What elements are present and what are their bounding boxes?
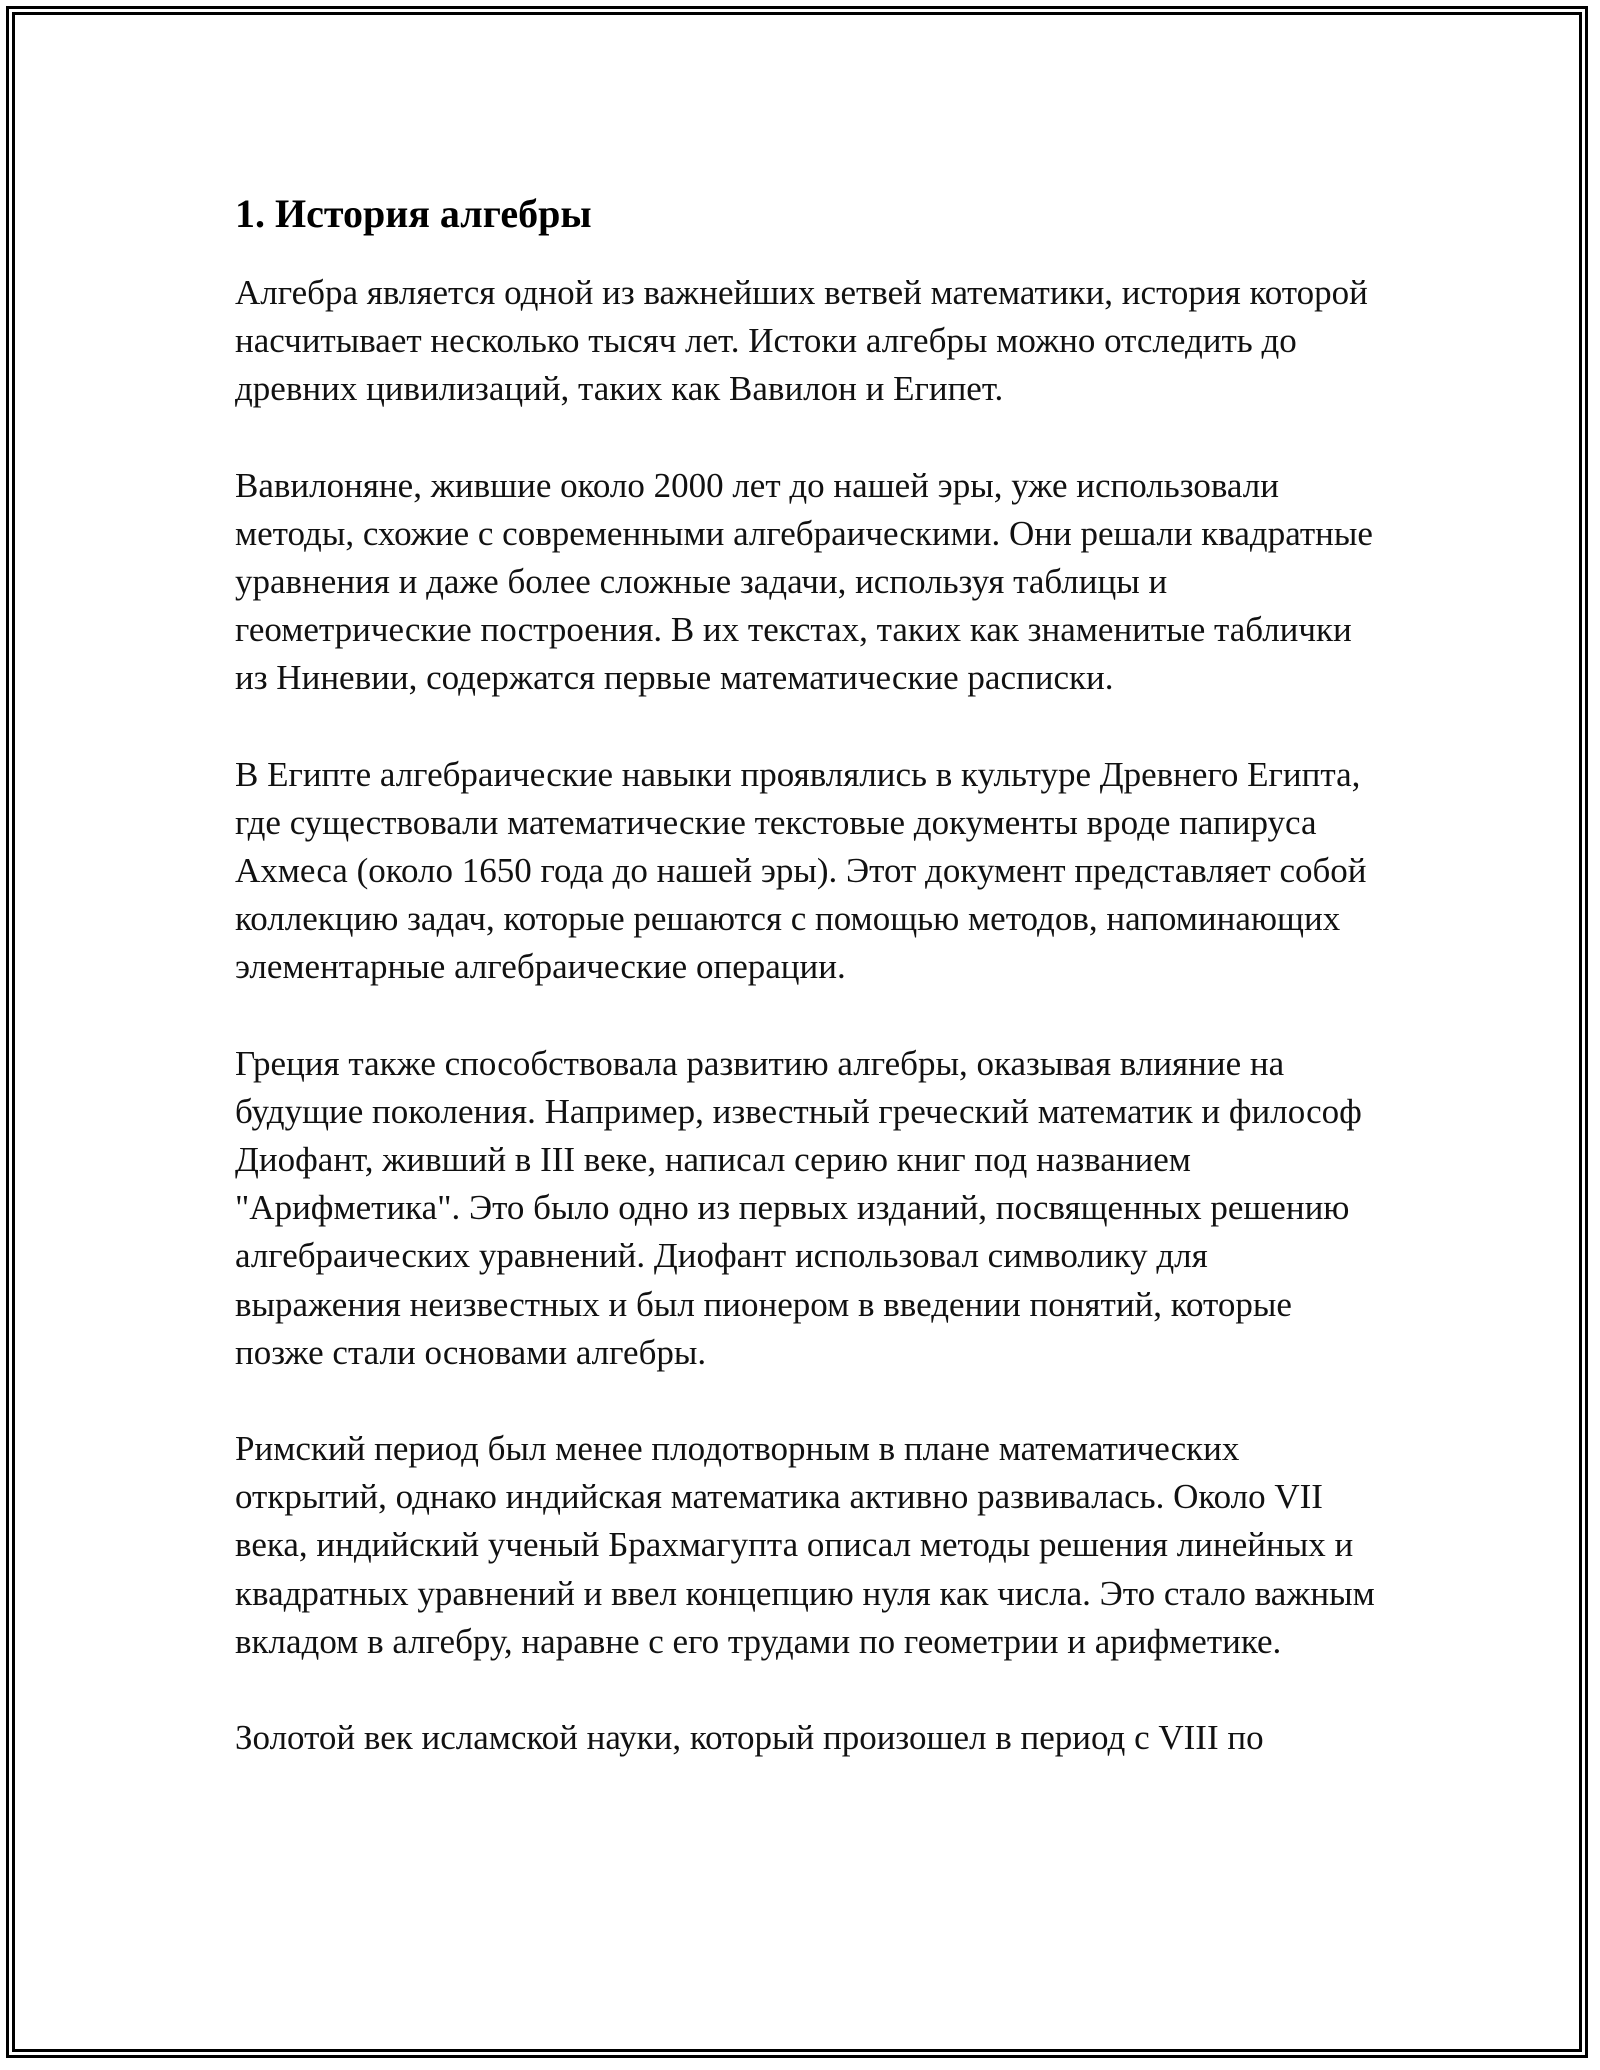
section-heading: 1. История алгебры (235, 191, 592, 236)
paragraph-babylon: Вавилоняне, жившие около 2000 лет до нашей эры, уже использовали методы, схожие с современными алгебраическими. Они решали квадратные уравнения и даже более сложные задачи, используя таблицы и геометрические построения. В их текстах, таких как знаменитые таблички из Ниневии, содержатся первые математические расписки. (235, 465, 1373, 698)
paragraph-greece: Греция также способствовала развитию алгебры, оказывая влияние на будущие поколения. Например, известный греческий математик и философ Диофант, живший в III веке, написал серию книг под названием "Арифметика". Это было одно из первых изданий, посвященных решению алгебраических уравнений. Диофант использовал символику для выражения неизвестных и был пионером в введении понятий, которые позже стали основами алгебры. (235, 1043, 1362, 1372)
paragraph-islamic-golden-age: Золотой век исламской науки, который произошел в период с VIII по (235, 1718, 1264, 1758)
document-body (235, 185, 1375, 1810)
paragraph-rome-india: Римский период был менее плодотворным в плане математических открытий, однако индийская математика активно развивалась. Около VII века, индийский ученый Брахмагупта описал методы решения линейных и квадратных уравнений и ввел концепцию нуля как числа. Это стало важным вкладом в алгебру, наравне с его трудами по геометрии и арифметике. (235, 1429, 1375, 1661)
paragraph-egypt: В Египте алгебраические навыки проявлялись в культуре Древнего Египта, где существовали математические текстовые документы вроде папируса Ахмеса (около 1650 года до нашей эры). Этот документ представляет собой коллекцию задач, которые решаются с помощью методов, напоминающих элементарные алгебраические операции. (235, 754, 1367, 987)
paragraph-intro: Алгебра является одной из важнейших ветвей математики, история которой насчитывает несколько тысяч лет. Истоки алгебры можно отследить до древних цивилизаций, таких как Вавилон и Египет. (235, 273, 1368, 409)
